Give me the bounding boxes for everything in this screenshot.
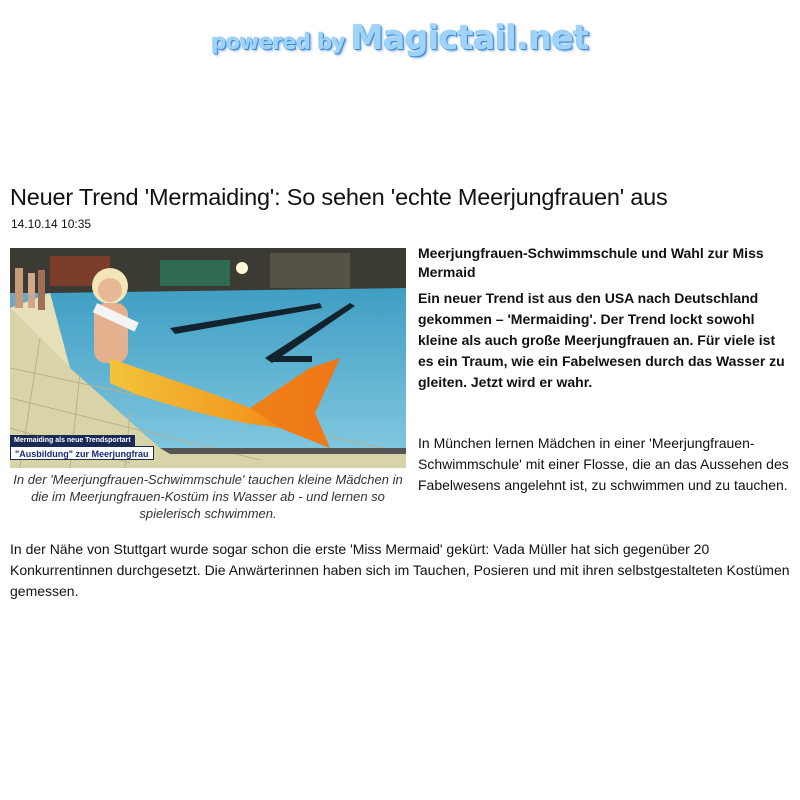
article-datetime: 14.10.14 10:35 bbox=[11, 217, 92, 231]
article-paragraph-1: In München lernen Mädchen in einer 'Meerjungfrauen-Schwimmschule' mit einer Flosse, die an das Aussehen des Fabelwesens angelehnt ist, zu schwimmen und zu tauchen. bbox=[418, 435, 789, 493]
article-lead: Ein neuer Trend ist aus den USA nach Deutschland gekommen – 'Mermaiding'. Der Trend lockt sowohl kleine als auch große Meerjungfrauen an. Für viele ist es ein Traum, wie ein Fabelwesen durch das Wasser zu gleiten. Jetzt wird er wahr. bbox=[418, 290, 785, 390]
photo-tag-headline: "Ausbildung" zur Meerjungfrau bbox=[10, 446, 154, 460]
photo-tag-topic: Mermaiding als neue Trendsportart bbox=[10, 435, 135, 446]
article-photo bbox=[10, 248, 406, 468]
section-subheading: Meerjungfrauen-Schwimmschule und Wahl zur Miss Mermaid bbox=[418, 245, 764, 280]
photo-caption: In der 'Meerjungfrauen-Schwimmschule' tauchen kleine Mädchen in die im Meerjungfrauen-Kostüm ins Wasser ab - und lernen so spielerisch schwimmen. bbox=[13, 472, 403, 521]
article-paragraph-2: In der Nähe von Stuttgart wurde sogar schon die erste 'Miss Mermaid' gekürt: Vada Müller hat sich gegenüber 20 Konkurrentinnen durchgesetzt. Die Anwärterinnen haben sich im Tauchen, Posieren und mit ihren selbstgestalteten Kostümen gemessen. bbox=[10, 541, 790, 599]
banner-brand: Magictail.net bbox=[350, 18, 589, 57]
article-headline: Neuer Trend 'Mermaiding': So sehen 'echte Meerjungfrauen' aus bbox=[10, 184, 668, 210]
magictail-banner[interactable] bbox=[0, 18, 800, 57]
banner-prefix: powered by bbox=[211, 30, 346, 54]
